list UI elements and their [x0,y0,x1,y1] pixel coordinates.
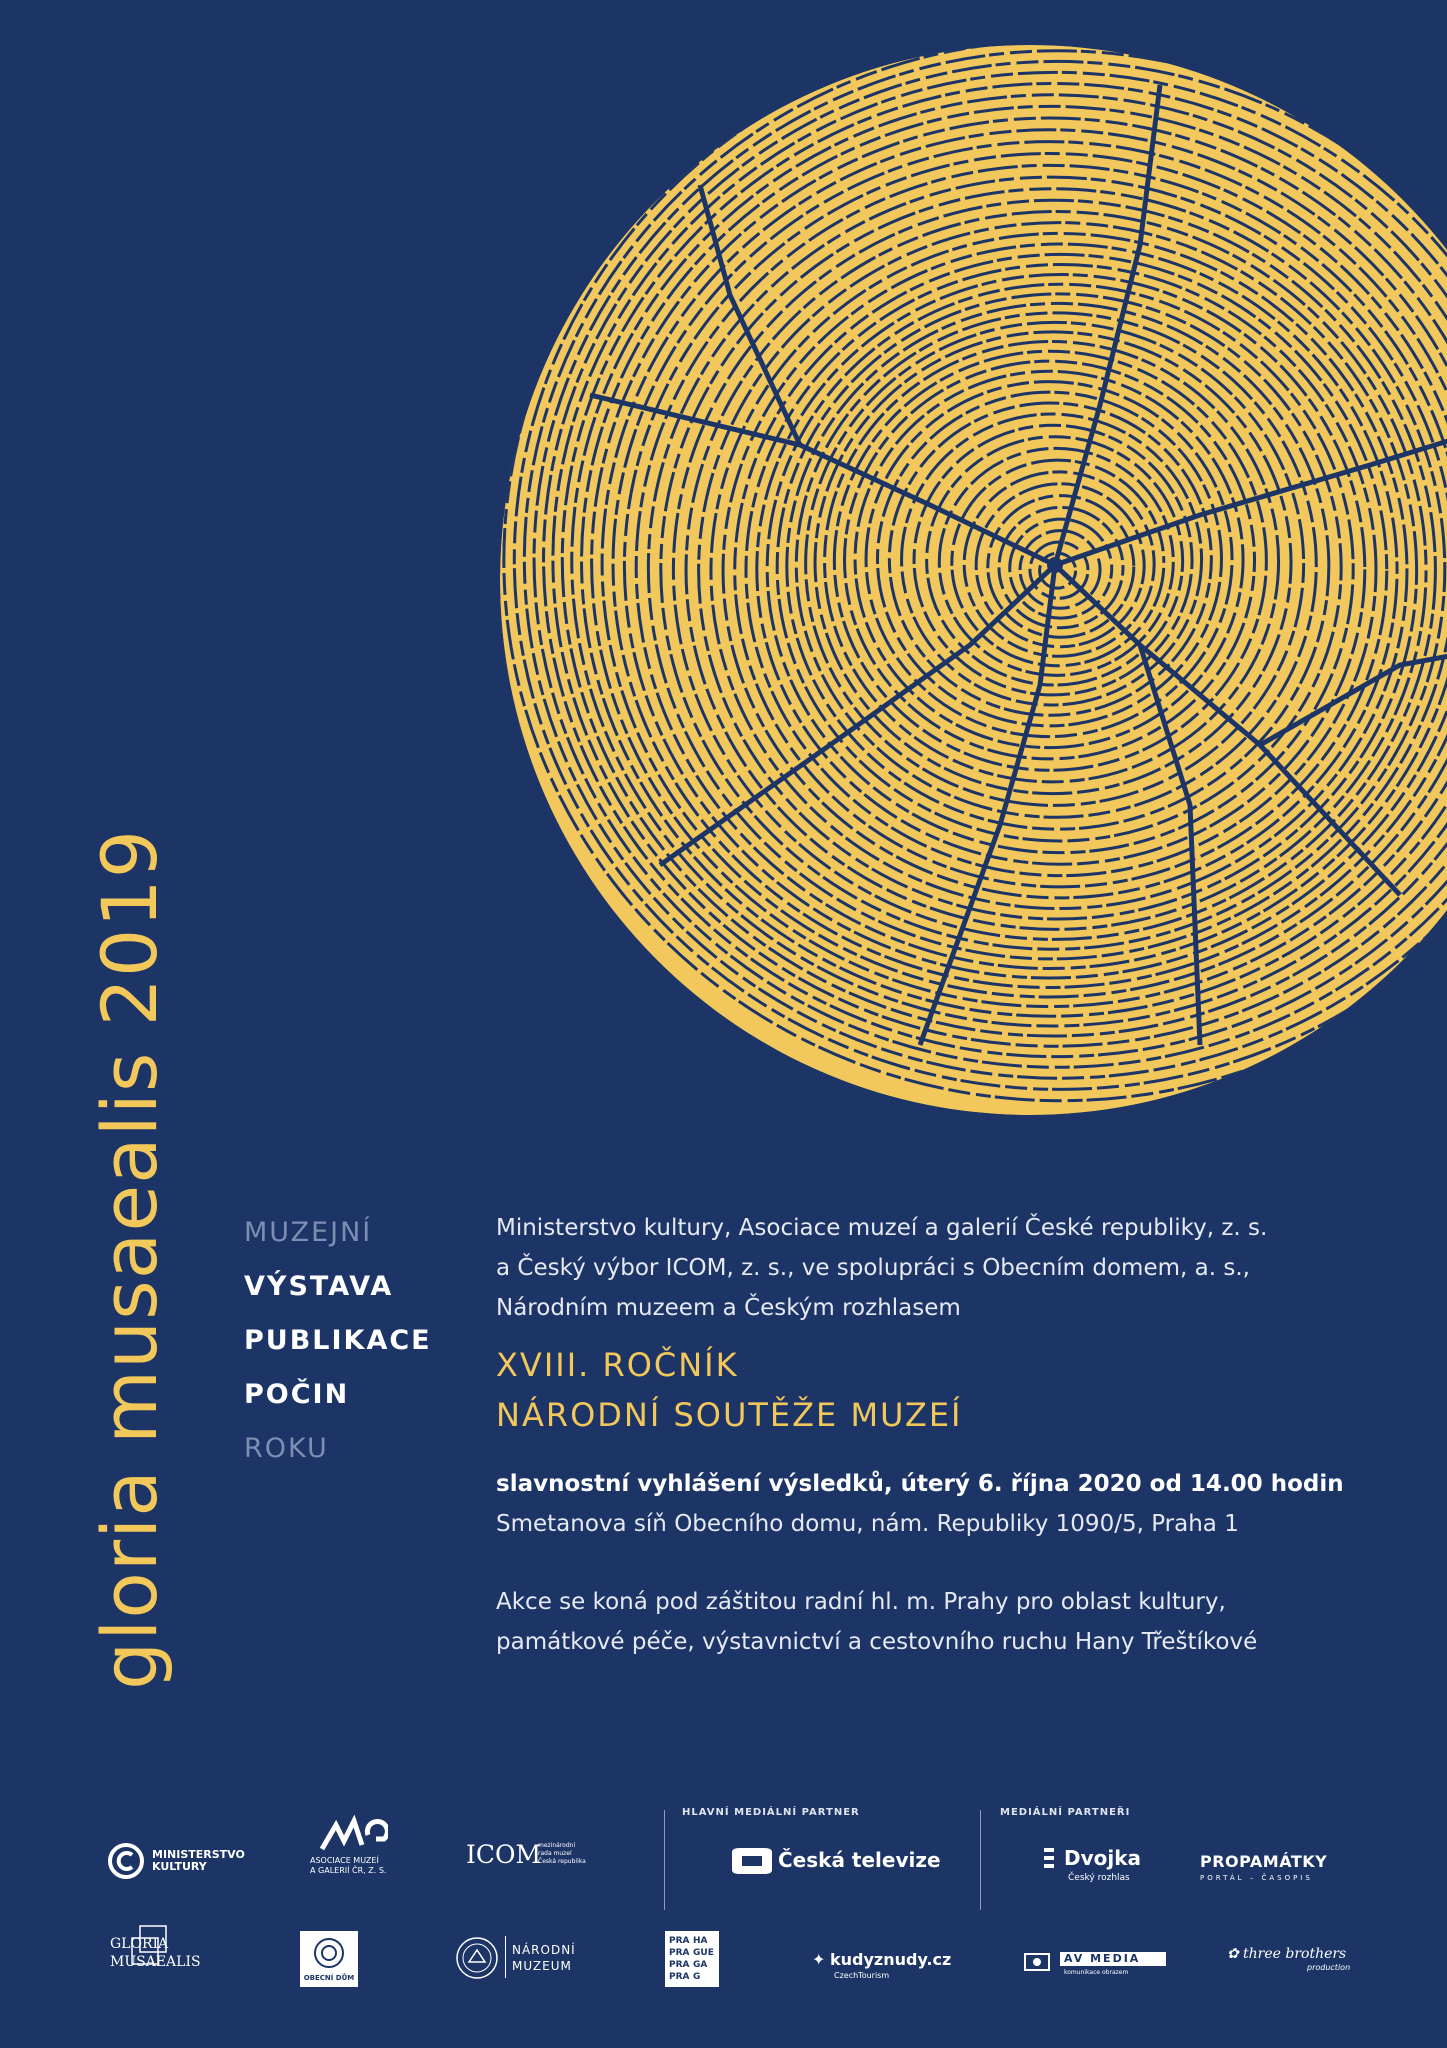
prague-word: PRA [669,1960,690,1970]
kudyznudy-wordmark: kudyznudy.cz [830,1950,952,1969]
prague-logo [665,1931,719,1987]
ct-screen-icon [730,1846,774,1876]
prague-word: HA [693,1936,708,1946]
prague-word: PRA [669,1948,690,1958]
media-partners-label: MEDIÁLNÍ PARTNEŘI [1000,1807,1131,1818]
kudyznudy-sub: CzechTourism [834,1971,890,1980]
nm-line-2: MUZEUM [512,1959,572,1973]
edition-line-2: NÁRODNÍ SOUTĚŽE MUZEÍ [496,1396,963,1434]
ceremony-announcement: slavnostní vyhlášení výsledků, úterý 6. října 2020 od 14.00 hodin [496,1471,1344,1497]
prague-word: GA [693,1960,708,1970]
separator-line [664,1810,665,1910]
avmedia-mark-icon [1024,1952,1050,1972]
obecni-dum-label: OBECNÍ DŮM [303,1974,355,1982]
tree-ring-illustration [500,45,1447,1115]
category-vystava: VÝSTAVA [244,1271,394,1302]
dvojka-wordmark: Dvojka [1064,1846,1142,1870]
patronage-paragraph [496,1582,1376,1662]
obecni-dum-emblem-icon [300,1933,358,1973]
icom-sub-3: Česká republika [538,1858,586,1865]
amg-mark-icon [318,1815,388,1853]
edition-heading [496,1340,1376,1440]
category-muzejni: MUZEJNÍ [244,1217,373,1248]
patronage-line: Akce se koná pod záštitou radní hl. m. Prahy pro oblast kultury, [496,1589,1226,1615]
vertical-title: gloria musaealis 2019 [85,828,174,1690]
nm-line-1: NÁRODNÍ [512,1943,576,1957]
category-pocin: POČIN [244,1379,350,1410]
separator-line [980,1810,981,1910]
prague-word: PRA [669,1972,690,1982]
amg-line-2: A GALERIÍ ČR, Z. S. [310,1866,387,1875]
ceremony-venue: Smetanova síň Obecního domu, nám. Republiky 1090/5, Praha 1 [496,1511,1239,1537]
dvojka-mark-icon [1042,1846,1058,1870]
narodni-muzeum-divider [505,1936,506,1978]
organizers-paragraph [496,1208,1376,1328]
gm-line-2: MUSAEALIS [110,1954,201,1970]
ceremony-info [496,1464,1376,1544]
prague-word: G [693,1972,701,1982]
three-brothers-icon: ✿ [1227,1946,1239,1962]
avmedia-wordmark: AV MEDIA [1064,1952,1141,1965]
gm-line-1: GLORIA [110,1936,169,1952]
narodni-muzeum-seal-icon [455,1936,499,1980]
propamatky-sub: PORTÁL – ČASOPIS [1200,1874,1313,1882]
ministry-line-1: MINISTERSTVO [152,1848,245,1861]
icom-sub-2: rada muzeí [538,1850,572,1857]
organizers-line: a Český výbor ICOM, z. s., ve spolupráci s Obecním domem, a. s., [496,1255,1250,1281]
three-brothers-sub: production [1307,1963,1351,1972]
category-roku: ROKU [244,1433,329,1464]
obecni-dum-logo [300,1931,358,1987]
icom-wordmark: ICOM [466,1840,542,1869]
prague-word: GUE [693,1948,714,1958]
star-icon: ✦ [812,1950,826,1969]
organizers-line: Ministerstvo kultury, Asociace muzeí a galerií České republiky, z. s. [496,1215,1268,1241]
amg-line-1: ASOCIACE MUZEÍ [310,1856,379,1865]
organizers-line: Národním muzeem a Českým rozhlasem [496,1295,961,1321]
propamatky-wordmark: PROPAMÁTKY [1200,1852,1328,1871]
ct-wordmark: Česká televize [778,1848,941,1872]
main-text [496,1208,1376,1662]
patronage-line: památkové péče, výstavnictví a cestovního ruchu Hany Třeštíkové [496,1629,1258,1655]
ministry-line-2: KULTURY [152,1860,207,1873]
three-brothers-wordmark: three brothers [1243,1946,1347,1962]
main-media-partner-label: HLAVNÍ MEDIÁLNÍ PARTNER [682,1807,860,1818]
avmedia-sub: komunikace obrazem [1064,1969,1129,1976]
prague-word: PRA [669,1936,690,1946]
prague-col-1 [669,1935,690,1983]
category-publikace: PUBLIKACE [244,1325,432,1356]
edition-line-1: XVIII. ROČNÍK [496,1346,739,1384]
prague-col-2 [693,1935,714,1983]
icom-sub-1: mezinárodní [538,1842,576,1849]
ministry-emblem-icon [108,1843,144,1879]
dvojka-sub: Český rozhlas [1068,1873,1130,1883]
category-list [244,1206,432,1476]
